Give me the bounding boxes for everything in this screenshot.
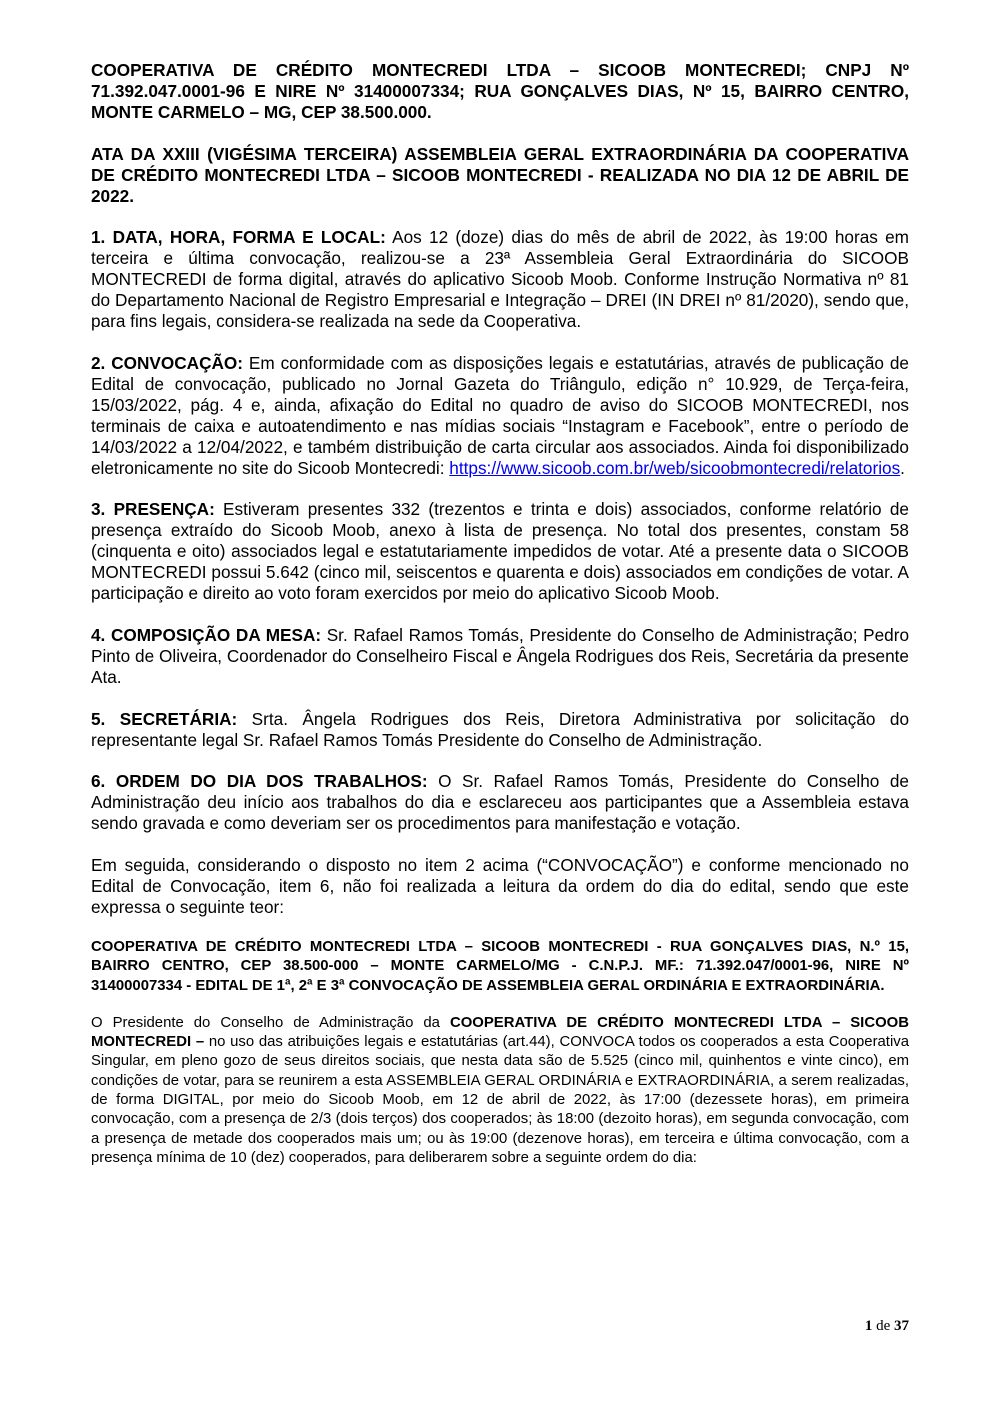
current-page: 1 bbox=[864, 1318, 873, 1334]
edital-body-start: O Presidente do Conselho de Administração da bbox=[91, 1014, 450, 1031]
paragraph-after-sections: Em seguida, considerando o disposto no item 2 acima (“CONVOCAÇÃO”) e conforme mencionado no Edital de Convocação, item 6, não foi realizada a leitura da ordem do dia do edital, sendo que este expressa o seguinte teor: bbox=[91, 855, 909, 917]
section-5-heading: 5. SECRETÁRIA: bbox=[91, 708, 238, 729]
section-1-text: Aos 12 (doze) dias do mês de abril de 2022, às 19:00 horas em terceira e última convocação, realizou-se a 23ª Assembleia Geral Extraordinária do SICOOB MONTECREDI de forma digital, através do aplicativo Sicoob Moob. Conforme Instrução Normativa nº 81 do Departamento Nacional de Registro Empresarial e Integração – DREI (IN DREI nº 81/2020), sendo que, para fins legais, considera-se realizada na sede da Cooperativa. bbox=[91, 227, 909, 332]
section-3 bbox=[91, 499, 909, 604]
section-5-text: Srta. Ângela Rodrigues dos Reis, Diretora Administrativa por solicitação do representante legal Sr. Rafael Ramos Tomás Presidente do Conselho de Administração. bbox=[91, 708, 909, 750]
edital-body-rest: no uso das atribuições legais e estatutárias (art.44), CONVOCA todos os cooperados a esta Cooperativa Singular, em pleno gozo de seus direitos sociais, que nesta data são de 5.525 (cinco mil, quinhentos e vinte cinco), em condições de votar, para se reunirem a esta ASSEMBLEIA GERAL ORDINÁRIA e EXTRAORDINÁRIA, a serem realizadas, de forma DIGITAL, por meio do Sicoob Moob, em 12 de abril de 2022, às 17:00 (dezessete horas), em primeira convocação, com a presença de 2/3 (dois terços) dos cooperados; às 18:00 (dezoito horas), em segunda convocação, com a presença de metade dos cooperados mais um; ou às 19:00 (dezenove horas), em terceira e última convocação, com a presença mínima de 10 (dez) cooperados, para deliberarem sobre a seguinte ordem do dia: bbox=[91, 1034, 909, 1166]
relatorios-link[interactable]: https://www.sicoob.com.br/web/sicoobmontecredi/relatorios bbox=[449, 457, 901, 478]
edital-header: COOPERATIVA DE CRÉDITO MONTECREDI LTDA – SICOOB MONTECREDI - RUA GONÇALVES DIAS, N.º 15, BAIRRO CENTRO, CEP 38.500-000 – MONTE CARMELO/MG - C.N.P.J. MF.: 71.392.047/0001-96, NIRE Nº 31400007334 - EDITAL DE 1ª, 2ª E 3ª CONVOCAÇÃO DE ASSEMBLEIA GERAL ORDINÁRIA E EXTRAORDINÁRIA. bbox=[91, 938, 909, 994]
section-1-heading: 1. DATA, HORA, FORMA E LOCAL: bbox=[91, 227, 386, 248]
page-of-label: de bbox=[876, 1318, 891, 1334]
section-2-heading: 2. CONVOCAÇÃO: bbox=[91, 352, 243, 373]
section-6-text: O Sr. Rafael Ramos Tomás, Presidente do Conselho de Administração deu início aos trabalhos do dia e esclareceu aos participantes que a Assembleia estava sendo gravada e como deveriam ser os procedimentos para manifestação e votação. bbox=[91, 771, 909, 834]
section-4-text: Sr. Rafael Ramos Tomás, Presidente do Conselho de Administração; Pedro Pinto de Oliveira, Coordenador do Conselheiro Fiscal e Ângela Rodrigues dos Reis, Secretária da presente Ata. bbox=[91, 624, 909, 687]
section-3-heading: 3. PRESENÇA: bbox=[91, 499, 215, 520]
section-2 bbox=[91, 353, 909, 478]
section-2-period: . bbox=[900, 457, 905, 478]
minutes-title: ATA DA XXIII (VIGÉSIMA TERCEIRA) ASSEMBLEIA GERAL EXTRAORDINÁRIA DA COOPERATIVA DE CRÉDITO MONTECREDI LTDA – SICOOB MONTECREDI - REALIZADA NO DIA 12 DE ABRIL DE 2022. bbox=[91, 143, 909, 206]
edital-cooperative-name: COOPERATIVA DE CRÉDITO MONTECREDI LTDA – SICOOB MONTECREDI – bbox=[91, 1014, 909, 1051]
cooperative-identification: COOPERATIVA DE CRÉDITO MONTECREDI LTDA – SICOOB MONTECREDI; CNPJ Nº 71.392.047.0001-96 E NIRE Nº 31400007334; RUA GONÇALVES DIAS, Nº 15, BAIRRO CENTRO, MONTE CARMELO – MG, CEP 38.500.000. bbox=[91, 60, 909, 122]
section-3-text: Estiveram presentes 332 (trezentos e trinta e dois) associados, conforme relatório de presença extraído do Sicoob Moob, anexo à lista de presença. No total dos presentes, constam 58 (cinquenta e oito) associados legal e estatutariamente impedidos de votar. Até a presente data o SICOOB MONTECREDI possui 5.642 (cinco mil, seiscentos e quarenta e dois) associados em condições de votar. A participação e direito ao voto foram exercidos por meio do aplicativo Sicoob Moob. bbox=[91, 499, 909, 604]
section-2-text: Em conformidade com as disposições legais e estatutárias, através de publicação de Edital de convocação, publicado no Jornal Gazeta do Triângulo, edição n° 10.929, de Terça-feira, 15/03/2022, pág. 4 e, ainda, afixação do Edital no quadro de aviso do SICOOB MONTECREDI, nos terminais de caixa e autoatendimento e nas mídias sociais “Instagram e Facebook”, entre o período de 14/03/2022 a 12/04/2022, e também distribuição de carta circular aos associados. Ainda foi disponibilizado eletronicamente no site do Sicoob Montecredi: bbox=[91, 352, 909, 478]
page-number bbox=[865, 1318, 909, 1335]
edital-body bbox=[91, 1014, 909, 1168]
section-1 bbox=[91, 227, 909, 332]
total-pages: 37 bbox=[894, 1318, 909, 1334]
document-body bbox=[91, 60, 909, 1168]
section-4 bbox=[91, 625, 909, 688]
section-6 bbox=[91, 771, 909, 834]
section-5 bbox=[91, 709, 909, 751]
section-6-heading: 6. ORDEM DO DIA DOS TRABALHOS: bbox=[91, 771, 428, 792]
section-4-heading: 4. COMPOSIÇÃO DA MESA: bbox=[91, 624, 322, 645]
